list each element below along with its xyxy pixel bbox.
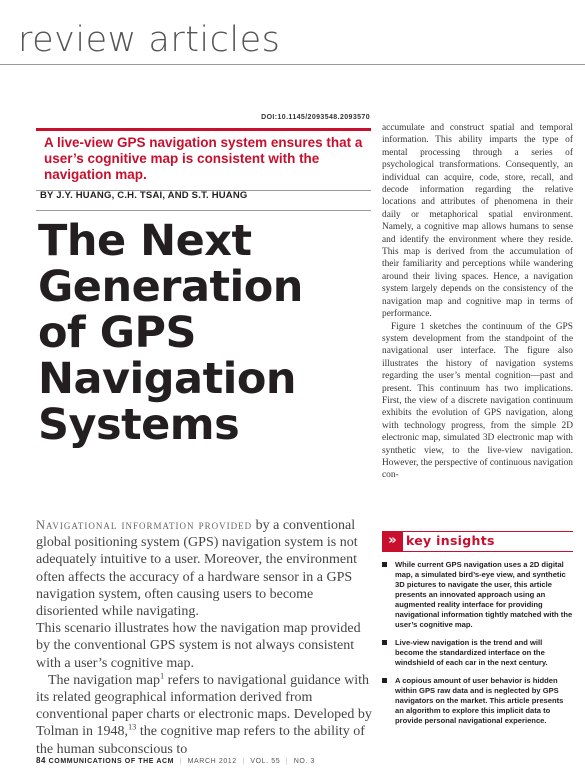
double-chevron-icon: » <box>382 531 403 552</box>
lede-p3-b: refers to navigational guidance with its related geographical information derived from conventional paper charts or electronic maps. Developed by Tolman in 1948, <box>36 672 372 740</box>
section-title: review articles <box>18 20 281 60</box>
key-insight-text: Live-view navigation is the trend and will become the standardized interface on the windshield of each car in the next century. <box>395 638 548 667</box>
citation-1[interactable]: 1 <box>159 671 165 681</box>
lede-p1-rest: by a conventional global positioning system (GPS) navigation system is not adequately intuitive to a user. Moreover, the environment often affects the accuracy of a hardware sensor in a GPS navigation system, often causing users to become disoriented while navigating. <box>36 518 358 620</box>
right-column-text <box>382 122 573 482</box>
lede-text <box>36 517 374 758</box>
key-insights-list <box>382 560 573 734</box>
journal-name: COMMUNICATIONS OF THE ACM <box>48 758 175 765</box>
key-insight-item <box>382 638 573 668</box>
lede-lead-in: Navigational information provided <box>36 518 253 532</box>
headline-line-3: of GPS <box>38 308 196 358</box>
teaser-text: A live-view GPS navigation system ensures that a user’s cognitive map is consistent with the navigation map. <box>44 135 363 182</box>
square-bullet-icon <box>382 678 387 683</box>
headline-line-2: Generation <box>38 262 303 312</box>
page-footer <box>36 756 315 765</box>
right-paragraph-2: Figure 1 sketches the continuum of the GPS system development from the standpoint of the navigational user interface. The figure also illustrates the history of navigation systems regarding the user’s mental cognition—past and present. This continuum has two implications. First, the view of a discrete navigation continuum exhibits the evolution of GPS navigation, along with technology progress, from the simple 2D electronic map, simulated 3D electronic map with synthetic view, to the live-view navigation. However, the perspective of continuous navigation con- <box>382 321 573 481</box>
issue-volume: VOL. 55 <box>250 758 281 765</box>
key-insight-item <box>382 560 573 630</box>
square-bullet-icon <box>382 640 387 645</box>
headline-line-4: Navigation <box>38 354 297 404</box>
header-rule <box>0 64 585 65</box>
footer-separator: | <box>242 758 245 765</box>
right-paragraph-1: accumulate and construct spatial and temporal information. This ability imparts the type of mental processing through a series of psychological transformations. Consequently, an individual can acquire, code, store, recall, and decode information regarding the relative locations and attributes of phenomena in their daily or metaphorical spatial environment. Namely, a cognitive map allows humans to sense and identify the environment where they reside. This map is derived from the accumulation of their familiarity and perceptions while wandering around their living spaces. Hence, a navigation system largely depends on the consistency of the navigation map and cognitive map in terms of performance. <box>382 123 573 320</box>
headline-line-5: Systems <box>38 400 240 450</box>
byline: BY J.Y. HUANG, C.H. TSAI, AND S.T. HUANG <box>40 190 248 201</box>
article-headline <box>38 218 358 448</box>
square-bullet-icon <box>382 562 387 567</box>
headline-line-1: The Next <box>38 216 252 266</box>
issue-date: MARCH 2012 <box>187 758 237 765</box>
lede-paragraph-2: This scenario illustrates how the navigation map provided by the conventional GPS system is not always consistent with a user’s cognitive map. <box>36 621 361 671</box>
key-insight-text: While current GPS navigation uses a 2D digital map, a simulated bird’s-eye view, and synthetic 3D pictures to navigate the user, this article presents an innovated approach using an augmented reality interface for providing navigational information tightly matched with the user’s cognitive map. <box>395 560 573 629</box>
lede-paragraph-3 <box>36 672 374 758</box>
byline-rule <box>36 210 371 211</box>
citation-13[interactable]: 13 <box>127 722 137 732</box>
key-insight-item <box>382 676 573 726</box>
key-insights-title: key insights <box>406 533 495 548</box>
teaser-box <box>36 128 371 191</box>
lede-p3-c: the cognitive map refers to the ability of the human subconscious to <box>36 724 365 757</box>
footer-separator: | <box>285 758 289 765</box>
key-insight-text: A copious amount of user behavior is hidden within GPS raw data and is neglected by GPS navigators on the market. This article presents an algorithm to explore this implicit data to provide personal navigational experience. <box>395 676 564 725</box>
issue-number: NO. 3 <box>293 758 316 765</box>
page-number: 84 <box>36 756 47 765</box>
doi-label[interactable]: DOI:10.1145/2093548.2093570 <box>261 114 370 121</box>
lede-paragraph-1 <box>36 517 374 620</box>
footer-separator: | <box>179 758 183 765</box>
lede-p3-a: The navigation map <box>48 672 160 688</box>
